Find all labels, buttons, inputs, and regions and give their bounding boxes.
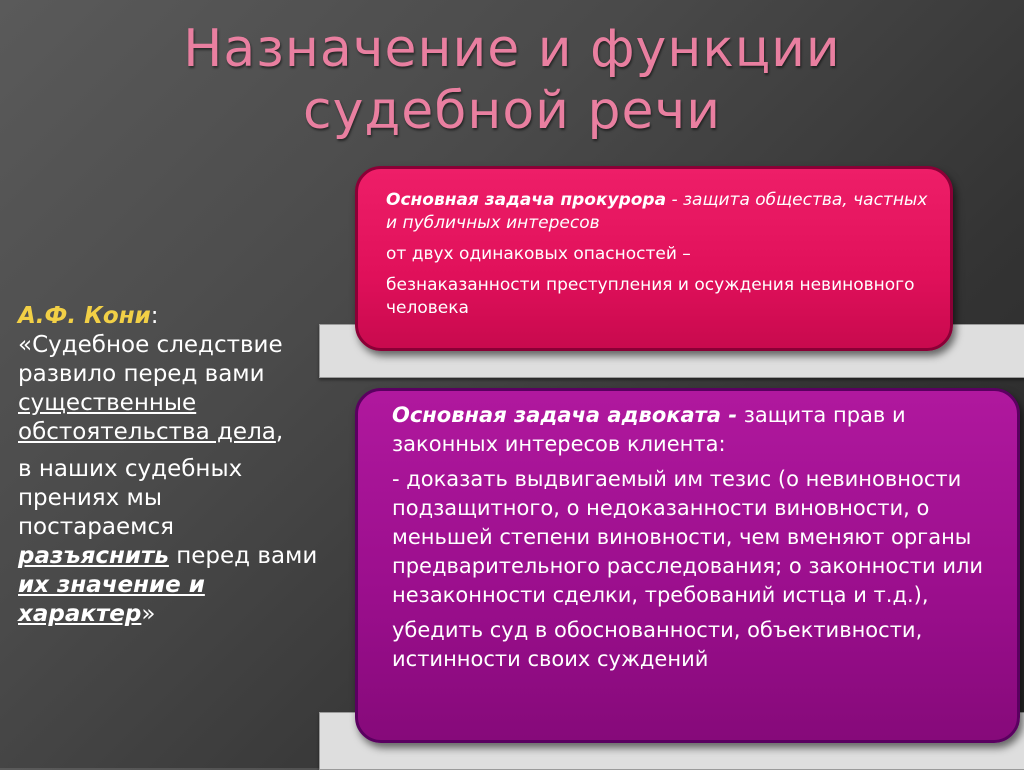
prosecutor-line-3: безнаказанности преступления и осуждения невиновного человека [386, 275, 915, 318]
lawyer-box [355, 388, 1020, 743]
quote-paragraph-2 [18, 455, 323, 629]
quote-p1-end: , [275, 419, 284, 445]
quote-colon: : [150, 303, 159, 329]
prosecutor-heading-line [386, 189, 928, 235]
quote-p2-text: в наших судебных прениях мы постараемся [18, 456, 243, 540]
prosecutor-line-2: от двух одинаковых опасностей – [386, 244, 691, 264]
prosecutor-box [355, 166, 953, 351]
quote-author-line [18, 302, 323, 331]
quote-paragraph-1 [18, 331, 323, 447]
koni-quote [18, 302, 323, 629]
title-line-1: Назначение и функции [183, 19, 841, 79]
quote-p1-underlined: существенные обстоятельства дела [18, 390, 276, 445]
quote-p1-text: «Судебное следствие развило перед вами [18, 332, 283, 387]
prosecutor-heading-rest: - защита общества, частных и публичных интересов [386, 190, 928, 233]
lawyer-heading: Основная задача адвоката - [392, 403, 738, 427]
lawyer-line-3: убедить суд в обоснованности, объективности, истинности своих суждений [392, 618, 923, 671]
prosecutor-heading: Основная задача прокурора [386, 190, 667, 210]
quote-p2-end: » [141, 601, 156, 627]
quote-p2-mid: перед вами [168, 543, 318, 569]
slide-title [0, 18, 1024, 142]
title-line-2: судебной речи [302, 81, 722, 141]
lawyer-line-2: - доказать выдвигаемый им тезис (о невиновности подзащитного, о недоказанности виновности, о меньшей степени виновности, чем вменяют органы предварительного расследования; о законности или незаконности сделки, требований истца и т.д.), [392, 467, 984, 607]
lawyer-heading-rest: защита прав и законных интересов клиента: [392, 403, 906, 456]
quote-p2-emphasis-1: разъяснить [18, 543, 169, 569]
quote-p2-emphasis-2: их значение и характер [18, 572, 205, 627]
lawyer-heading-line [392, 401, 995, 459]
quote-author: А.Ф. Кони [18, 303, 151, 329]
